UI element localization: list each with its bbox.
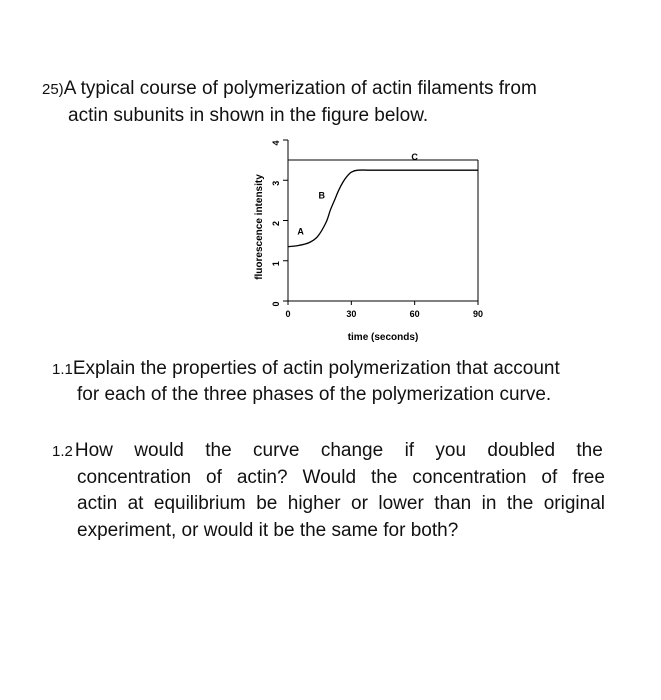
word: if xyxy=(404,440,415,461)
polymerization-curve xyxy=(288,170,478,247)
word: you xyxy=(435,440,467,461)
y-tick-label: 2 xyxy=(271,220,281,227)
word: than xyxy=(434,493,472,514)
chart-annotations xyxy=(297,152,418,236)
subquestion-1-1-number: 1.1 xyxy=(52,361,73,378)
word: curve xyxy=(253,440,300,461)
word: free xyxy=(572,467,605,488)
word: the xyxy=(576,440,603,461)
word: in xyxy=(481,493,497,514)
y-tick-label: 1 xyxy=(271,261,281,267)
x-axis-label: time (seconds) xyxy=(347,332,419,343)
y-tick-label: 4 xyxy=(271,140,281,146)
subquestion-1-2-line-2 xyxy=(77,467,605,489)
word: How xyxy=(74,440,113,461)
subquestion-1-2-number: 1.2 xyxy=(52,443,73,460)
x-tick-label: 30 xyxy=(346,309,357,319)
word: doubled xyxy=(487,440,556,461)
chart-frame xyxy=(288,140,478,301)
word: actin xyxy=(77,493,118,514)
word: equilibrium xyxy=(153,493,246,514)
phase-label: C xyxy=(411,152,418,163)
subquestion-1-1-line-2: for each of the three phases of the polymerization curve. xyxy=(77,384,552,405)
word: would xyxy=(134,440,184,461)
word: lower xyxy=(378,493,424,514)
word: at xyxy=(127,493,144,514)
word: original xyxy=(543,493,605,514)
subquestion-1-2-line-4: experiment, or would it be the same for both? xyxy=(77,520,459,541)
subquestion-1-2 xyxy=(52,440,603,462)
word: Would xyxy=(302,467,357,488)
word: concentration xyxy=(77,467,192,488)
word: of xyxy=(541,467,558,488)
word: of xyxy=(206,467,222,488)
word: actin? xyxy=(236,467,288,488)
word: the xyxy=(205,440,232,461)
y-tick-label: 0 xyxy=(271,301,281,307)
subquestion-1-2-line-3 xyxy=(77,493,605,515)
y-tick-label: 3 xyxy=(271,180,281,186)
word: or xyxy=(351,493,368,514)
word: be xyxy=(256,493,278,514)
y-axis-label: fluorescence intensity xyxy=(254,174,265,280)
question-line-2: actin subunits in shown in the figure below. xyxy=(68,105,429,126)
question-line-1: A typical course of polymerization of actin filaments from xyxy=(63,78,537,99)
word: change xyxy=(320,440,384,461)
phase-label: A xyxy=(297,226,304,237)
phase-label: B xyxy=(318,190,326,201)
word: the xyxy=(370,467,398,488)
polymerization-chart xyxy=(0,125,661,355)
word: the xyxy=(506,493,534,514)
word: concentration xyxy=(412,467,527,488)
x-tick-label: 60 xyxy=(409,309,420,319)
subquestion-1-2-line-1 xyxy=(75,440,603,462)
subquestion-1-1 xyxy=(52,358,560,380)
subquestion-1-1-line-1: Explain the properties of actin polymerization that account xyxy=(72,358,560,379)
question-number: 25) xyxy=(42,81,64,98)
question-header xyxy=(42,78,537,100)
x-tick-label: 90 xyxy=(472,309,484,319)
word: higher xyxy=(287,493,341,514)
x-tick-label: 0 xyxy=(285,309,291,319)
